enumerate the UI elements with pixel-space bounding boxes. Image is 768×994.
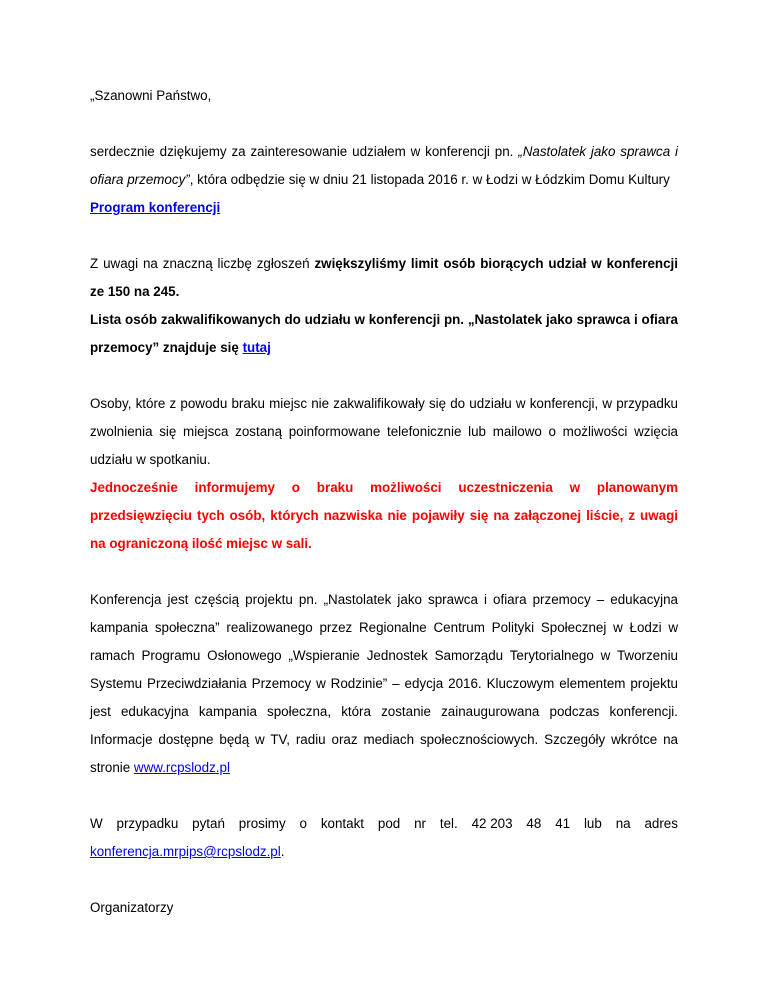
not-qualified-paragraph: Osoby, które z powodu braku miejsc nie zakwalifikowały się do udziału w konferencji, w przypadku zwolnienia się miejsca zostaną poinformowane telefonicznie lub mailowo o możliwości wzięcia udziału w spotkaniu. xyxy=(90,396,678,467)
document-body xyxy=(90,82,678,922)
contact-word: 42 203 xyxy=(471,816,513,831)
conference-title: „Nastolatek jako sprawca i ofiara przemocy” xyxy=(90,144,678,187)
website-link[interactable]: www.rcpslodz.pl xyxy=(133,760,230,775)
contact-word: kontakt xyxy=(320,816,365,831)
contact-word: na xyxy=(615,816,631,831)
contact-word: nr xyxy=(414,816,426,831)
email-suffix: . xyxy=(280,844,285,859)
project-text: Konferencja jest częścią projektu pn. „Nastolatek jako sprawca i ofiara przemocy – edukacyjna kampania społeczna” realizowanego przez Regionalne Centrum Polityki Społecznej w Łodzi w ramach Programu Osłonowego „Wspieranie Jednostek Samorządu Terytorialnego w Tworzeniu Systemu Przeciwdziałania Przemocy w Rodzinie” – edycja 2016. Kluczowym elementem projektu jest edukacyjna kampania społeczna, która zostanie zainaugurowana podczas konferencji. Informacje dostępne będą w TV, radiu oraz mediach społecznościowych. Szczegóły wkrótce na stronie xyxy=(90,592,678,775)
limit-paragraph xyxy=(90,250,678,306)
contact-word: przypadku xyxy=(116,816,179,831)
contact-line xyxy=(90,810,678,838)
greeting: „Szanowni Państwo, xyxy=(90,88,212,103)
contact-word: o xyxy=(299,816,307,831)
email-line xyxy=(90,838,678,866)
contact-word: pod xyxy=(377,816,401,831)
limit-text: Z uwagi na znaczną liczbę zgłoszeń xyxy=(90,256,315,271)
warning-paragraph: Jednocześnie informujemy o braku możliwości uczestniczenia w planowanym przedsięwzięciu tych osób, których nazwiska nie pojawiły się na załączonej liście, z uwagi na ograniczoną ilość miejsc w sali. xyxy=(90,480,678,551)
contact-word: W xyxy=(90,816,103,831)
contact-word: 48 xyxy=(526,816,542,831)
contact-word: lub xyxy=(583,816,602,831)
list-info-paragraph xyxy=(90,306,678,362)
email-link[interactable]: konferencja.mrpips@rcpslodz.pl xyxy=(90,844,281,859)
intro-text-before: serdecznie dziękujemy za zainteresowanie udziałem w konferencji pn. xyxy=(90,144,519,159)
list-info-text: Lista osób zakwalifikowanych do udziału w konferencji pn. „Nastolatek jako sprawca i ofiara przemocy” znajduje się xyxy=(90,312,678,355)
intro-text-after: , która odbędzie się w dniu 21 listopada 2016 r. w Łodzi w Łódzkim Domu Kultury xyxy=(189,172,670,187)
signature: Organizatorzy xyxy=(90,900,174,915)
limit-bold: zwiększyliśmy limit osób biorących udział w konferencji ze 150 na 245. xyxy=(90,256,679,299)
program-link[interactable]: Program konferencji xyxy=(90,200,221,215)
contact-word: tel. xyxy=(439,816,458,831)
contact-word: prosimy xyxy=(238,816,286,831)
project-paragraph xyxy=(90,586,678,782)
intro-paragraph xyxy=(90,138,678,194)
contact-word: 41 xyxy=(555,816,571,831)
list-link[interactable]: tutaj xyxy=(242,340,271,355)
contact-word: adres xyxy=(644,816,678,831)
contact-word: pytań xyxy=(192,816,225,831)
